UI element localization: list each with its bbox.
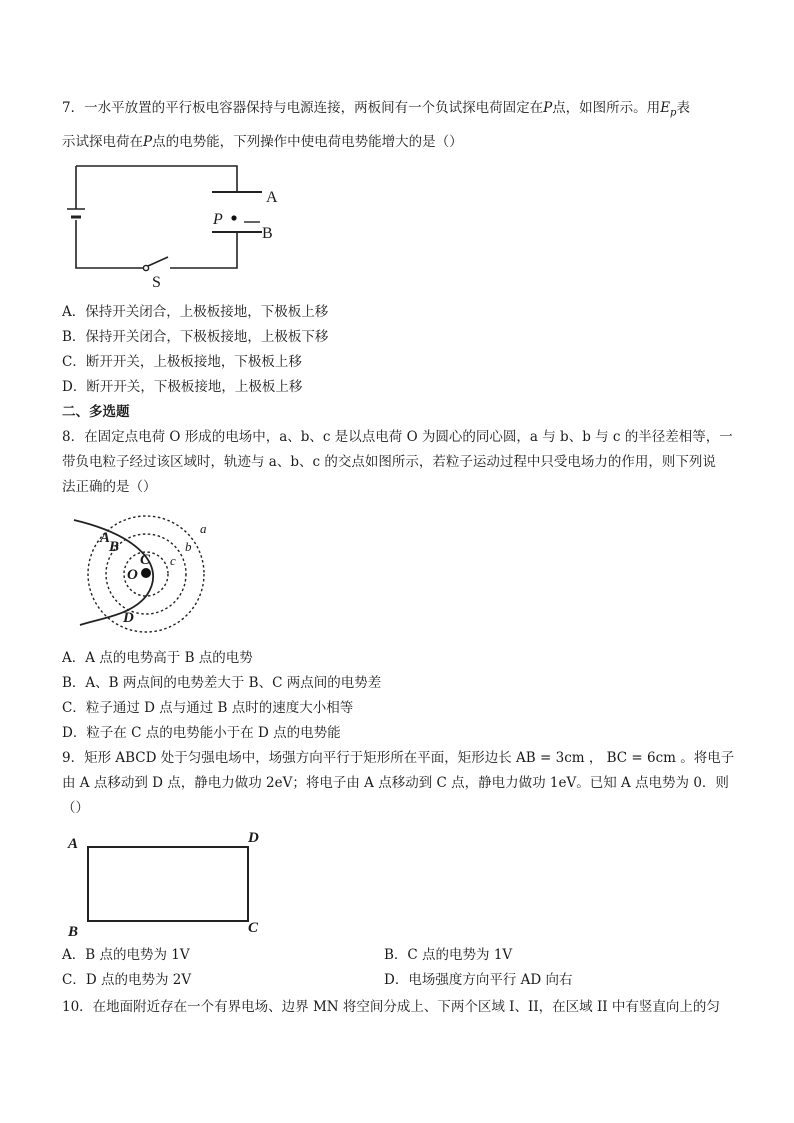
vertex-d-label: D (248, 830, 259, 846)
q9-stem-line-2: 由 A 点移动到 D 点，静电力做功 2eV；将电子由 A 点移动到 C 点，静电力做功 1eV。已知 A 点电势为 0．则 (62, 775, 729, 791)
q9-option-c[interactable]: C．D 点的电势为 2V (62, 972, 192, 988)
q9-option-b[interactable]: B．C 点的电势为 1V (384, 947, 513, 963)
q9-stem-line-1: 9．矩形 ABCD 处于匀强电场中，场强方向平行于矩形所在平面，矩形边长 AB = 3cm ， BC = 6cm 。将电子 (62, 750, 735, 766)
q8-option-c[interactable]: C．粒子通过 D 点与通过 B 点时的速度大小相等 (62, 700, 354, 716)
q8-option-d[interactable]: D．粒子在 C 点的电势能小于在 D 点的电势能 (62, 725, 341, 741)
circle-c-label: c (170, 553, 176, 568)
q8-stem-line-2: 带负电粒子经过该区域时，轨迹与 a、b、c 的交点如图所示，若粒子运动过程中只受电场力的作用，则下列说 (62, 454, 716, 470)
label-s: S (152, 274, 161, 291)
vertex-c-label: C (248, 920, 259, 936)
rectangle-abcd (88, 847, 248, 921)
point-d-label: D (123, 610, 134, 626)
q8-stem-line-1: 8．在固定点电荷 O 形成的电场中，a、b、c 是以点电荷 O 为圆心的同心圆，a 与 b、b 与 c 的半径差相等，一 (62, 429, 733, 445)
circle-a-label: a (200, 521, 207, 536)
q9-option-d[interactable]: D．电场强度方向平行 AD 向右 (384, 972, 573, 988)
label-p: P (213, 211, 223, 228)
q9-rectangle-figure (62, 826, 282, 941)
q7-capacitor-circuit-figure (62, 160, 292, 290)
point-c-label: C (140, 552, 151, 568)
vertex-a-label: A (68, 836, 79, 852)
section-heading-multiple-choice: 二、多选题 (62, 404, 130, 420)
q8-concentric-circles-figure (62, 500, 222, 635)
circle-b-label: b (185, 539, 192, 554)
vertex-b-label: B (68, 924, 79, 940)
q7-option-d[interactable]: D．断开开关，下极板接地，上极板上移 (62, 379, 303, 395)
q8-option-a[interactable]: A．A 点的电势高于 B 点的电势 (62, 650, 253, 666)
q9-option-a[interactable]: A．B 点的电势为 1V (62, 947, 190, 963)
q7-stem-line-1: 7．一水平放置的平行板电容器保持与电源连接，两板间有一个负试探电荷固定在P点，如图所示。用$E_p$表 (62, 100, 690, 119)
q7-stem-line-2: 示试探电荷在P点的电势能，下列操作中使电荷电势能增大的是（） (62, 134, 463, 150)
q8-option-b[interactable]: B．A、B 两点间的电势差大于 B、C 两点间的电势差 (62, 675, 382, 691)
label-a: A (266, 189, 278, 206)
q7-option-c[interactable]: C．断开开关，上极板接地，下极板上移 (62, 354, 302, 370)
q10-stem-line-1: 10．在地面附近存在一个有界电场、边界 MN 将空间分成上、下两个区域 I、II，在区域 II 中有竖直向上的匀 (62, 999, 720, 1015)
q7-option-b[interactable]: B．保持开关闭合，下极板接地，上极板下移 (62, 329, 329, 345)
point-o-label: O (127, 567, 138, 583)
q9-stem-line-3: （） (62, 800, 89, 816)
q7-option-a[interactable]: A．保持开关闭合，上极板接地，下极板上移 (62, 304, 329, 320)
charge-point-p (231, 215, 236, 220)
q8-stem-line-3: 法正确的是（） (62, 479, 157, 495)
charge-o (141, 568, 151, 578)
point-a-label: A (100, 530, 111, 546)
label-b: B (262, 225, 273, 242)
point-b-label: B (109, 539, 120, 555)
